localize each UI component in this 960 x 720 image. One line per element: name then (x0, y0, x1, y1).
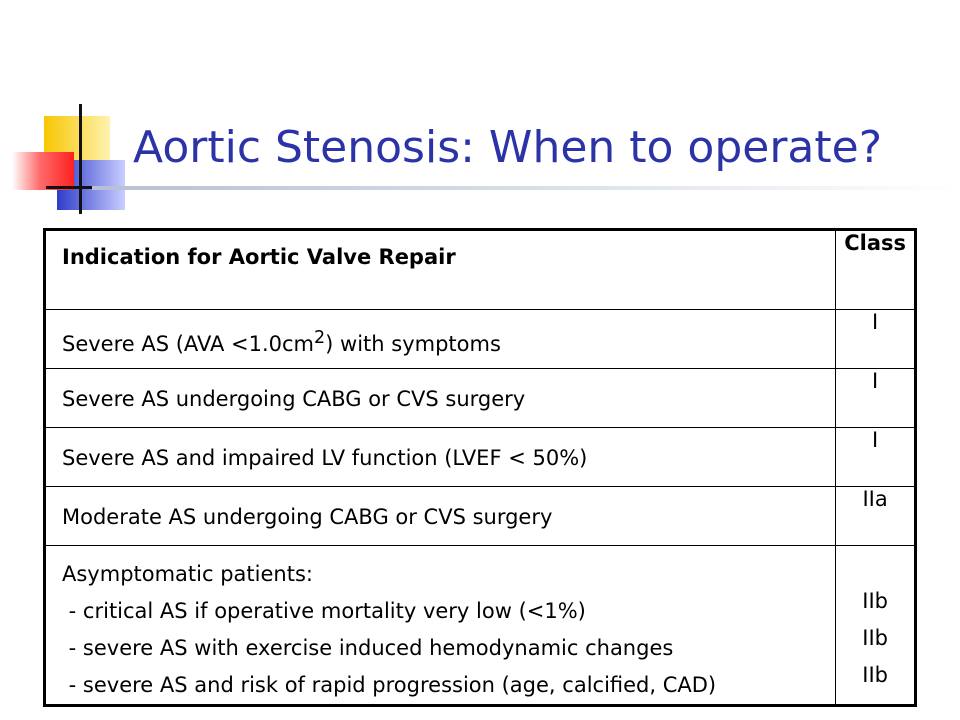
sub-indication: - severe AS with exercise induced hemodynamic changes (62, 636, 674, 660)
class-cell: I (836, 369, 916, 428)
class-cell (836, 546, 916, 706)
table-row-asymptomatic (45, 546, 916, 706)
vertical-line (79, 104, 82, 214)
sub-indication: - severe AS and risk of rapid progression (age, calcified, CAD) (62, 673, 717, 697)
indications-table (43, 228, 917, 707)
class-value: IIb (862, 663, 888, 687)
table-row (45, 369, 916, 428)
header-class: Class (836, 230, 916, 310)
table-row (45, 310, 916, 369)
class-value: IIb (862, 589, 888, 613)
class-cell: I (836, 310, 916, 369)
indication-cell: Severe AS $(AVA <1.0cm^2)$ with symptoms (45, 310, 836, 369)
indication-cell: Severe AS undergoing CABG or CVS surgery (45, 369, 836, 428)
indication-cell (45, 546, 836, 706)
header-indication: Indication for Aortic Valve Repair (45, 230, 836, 310)
table-row (45, 428, 916, 487)
table-header-row (45, 230, 916, 310)
red-square (12, 152, 74, 190)
asymptomatic-heading: Asymptomatic patients: (62, 562, 313, 586)
decorative-squares (0, 0, 160, 240)
indication-cell: Severe AS and impaired LV function (LVEF < 50%) (45, 428, 836, 487)
indication-cell: Moderate AS undergoing CABG or CVS surgery (45, 487, 836, 546)
superscript: 2 (314, 328, 326, 348)
class-cell: IIa (836, 487, 916, 546)
sub-indication: - critical AS if operative mortality very low (<1%) (62, 599, 586, 623)
title-underline (92, 186, 960, 190)
class-cell: I (836, 428, 916, 487)
class-value: IIb (862, 626, 888, 650)
slide-title: Aortic Stenosis: When to operate? (133, 122, 883, 173)
table-row (45, 487, 916, 546)
